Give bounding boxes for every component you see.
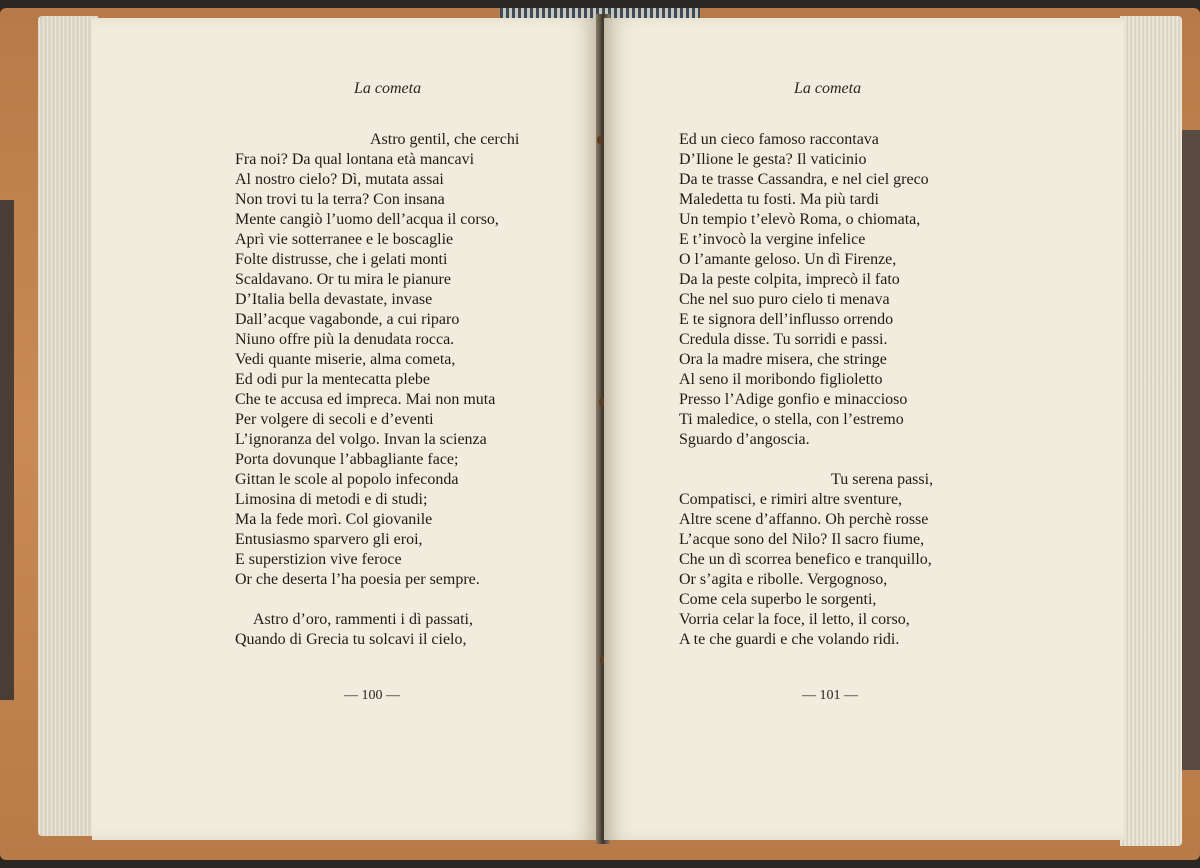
- poem-line: O l’amante geloso. Un dì Firenze,: [679, 251, 897, 268]
- poem-line: Altre scene d’affanno. Oh perchè rosse: [679, 511, 929, 528]
- poem-line: Non trovi tu la terra? Con insana: [235, 191, 445, 208]
- poem-line: Quando di Grecia tu solcavi il cielo,: [235, 631, 467, 648]
- poem-line: Maledetta tu fosti. Ma più tardi: [679, 191, 879, 208]
- poem-line: Un tempio t’elevò Roma, o chiomata,: [679, 211, 921, 228]
- poem-line: Ma la fede morì. Col giovanile: [235, 511, 433, 528]
- poem-line: Che nel suo puro cielo ti menava: [679, 291, 890, 308]
- poem-line: Vedi quante miserie, alma cometa,: [235, 351, 456, 368]
- poem-line: Astro d’oro, rammenti i dì passati,: [253, 611, 473, 628]
- poem-line: Ti maledice, o stella, con l’estremo: [679, 411, 904, 428]
- poem-line: Presso l’Adige gonfio e minaccioso: [679, 391, 908, 408]
- poem-line: Aprì vie sotterranee e le boscaglie: [235, 231, 454, 248]
- poem-line: Limosina di metodi e di studi;: [235, 491, 428, 508]
- cover-edge-left: [0, 200, 14, 700]
- page-stack-left: [38, 16, 98, 836]
- poem-line: Astro gentil, che cerchi: [370, 131, 520, 148]
- poem-line: Ed odi pur la mentecatta plebe: [235, 371, 431, 388]
- poem-line: Mente cangiò l’uomo dell’acqua il corso,: [235, 211, 499, 228]
- poem-line: Al nostro cielo? Dì, mutata assai: [235, 171, 444, 188]
- poem-line: Sguardo d’angoscia.: [679, 431, 810, 448]
- poem-line: Dall’acque vagabonde, a cui riparo: [235, 311, 460, 328]
- poem-line: L’ignoranza del volgo. Invan la scienza: [235, 431, 487, 448]
- poem-line: Da la peste colpita, imprecò il fato: [679, 271, 900, 288]
- poem-line: Or che deserta l’ha poesia per sempre.: [235, 571, 480, 588]
- poem-line: E te signora dell’influsso orrendo: [679, 311, 894, 328]
- poem-line: Al seno il moribondo figlioletto: [679, 371, 883, 388]
- poem-line: Come cela superbo le sorgenti,: [679, 591, 877, 608]
- poem-line: E superstizion vive feroce: [235, 551, 402, 568]
- poem-line: A te che guardi e che volando ridi.: [679, 631, 900, 648]
- poem-line: Niuno offre più la denudata rocca.: [235, 331, 455, 348]
- page-stack-right: [1120, 16, 1182, 846]
- poem-line: L’acque sono del Nilo? Il sacro fiume,: [679, 531, 925, 548]
- poem-line: Vorria celar la foce, il letto, il corso,: [679, 611, 910, 628]
- right-running-head: La cometa: [794, 80, 862, 97]
- poem-line: Gittan le scole al popolo infeconda: [235, 471, 459, 488]
- poem-line: D’Italia bella devastate, invase: [235, 291, 433, 308]
- poem-line: Compatisci, e rimiri altre sventure,: [679, 491, 903, 508]
- poem-line: Credula disse. Tu sorridi e passi.: [679, 331, 888, 348]
- poem-line: E t’invocò la vergine infelice: [679, 231, 866, 248]
- poem-line: Che te accusa ed impreca. Mai non muta: [235, 391, 496, 408]
- poem-line: Entusiasmo sparvero gli eroi,: [235, 531, 423, 548]
- poem-line: Ora la madre misera, che stringe: [679, 351, 887, 368]
- poem-line: D’Ilione le gesta? Il vaticinio: [679, 151, 867, 168]
- poem-line: Da te trasse Cassandra, e nel ciel greco: [679, 171, 929, 188]
- right-page: [604, 18, 1124, 840]
- binding-thread: [597, 136, 603, 144]
- poem-line: Or s’agita e ribolle. Vergognoso,: [679, 571, 888, 588]
- poem-line: Che un dì scorrea benefico e tranquillo,: [679, 551, 932, 568]
- poem-line: Fra noi? Da qual lontana età mancavi: [235, 151, 475, 168]
- poem-line: Per volgere di secoli e d’eventi: [235, 411, 434, 428]
- poem-line: Scaldavano. Or tu mira le pianure: [235, 271, 451, 288]
- poem-line: Porta dovunque l’abbagliante face;: [235, 451, 459, 468]
- poem-line: Tu serena passi,: [831, 471, 934, 488]
- poem-line: Ed un cieco famoso raccontava: [679, 131, 879, 148]
- poem-line: Folte distrusse, che i gelati monti: [235, 251, 448, 268]
- right-page-number: — 101 —: [802, 688, 858, 703]
- left-running-head: La cometa: [354, 80, 422, 97]
- left-page-number: — 100 —: [344, 688, 400, 703]
- left-page: [92, 18, 598, 840]
